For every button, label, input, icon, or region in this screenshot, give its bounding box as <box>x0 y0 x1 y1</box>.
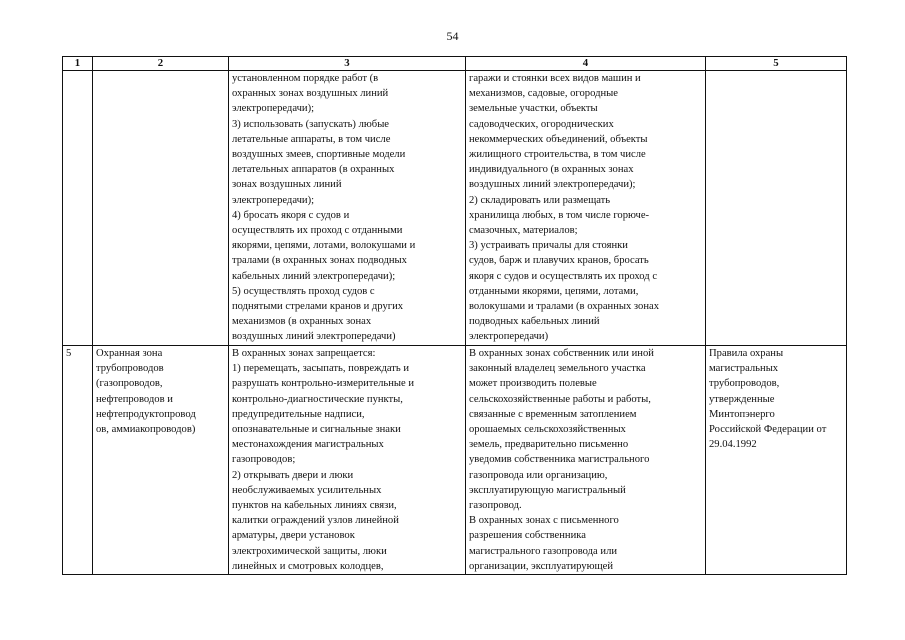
text-line: Охранная зона <box>96 348 163 359</box>
table-row <box>63 346 847 575</box>
header-cell-2: 2 <box>93 57 229 71</box>
text-line: зонах воздушных линий <box>232 179 342 191</box>
regulation-cell <box>706 346 847 575</box>
text-line: судов, барж и плавучих кранов, бросать <box>469 255 649 267</box>
text-line: предупредительные надписи, <box>232 408 365 420</box>
text-line: некоммерческих объединений, объекты <box>469 133 648 145</box>
text-line: нефтепродуктопровод <box>96 408 196 420</box>
text-line: организации, эксплуатирующей <box>469 560 614 572</box>
text-line: осуществлять их проход с отданными <box>232 225 403 237</box>
text-line: электропередачи) <box>469 331 549 343</box>
zone-name-cell <box>93 71 229 346</box>
text-line: В охранных зонах собственник или иной <box>469 348 654 359</box>
text-line: разрушать контрольно-измерительные и <box>232 378 415 390</box>
text-line: контрольно-диагностические пункты, <box>232 393 403 405</box>
text-line: 5 <box>66 348 72 359</box>
text-line: садоводческих, огороднических <box>469 118 614 130</box>
text-line: может производить полевые <box>469 378 597 390</box>
text-line: сельскохозяйственные работы и работы, <box>469 393 651 405</box>
text-line: тралами (в охранных зонах подводных <box>232 255 407 267</box>
text-line: законный владелец земельного участка <box>469 363 646 375</box>
text-line: уведомив собственника магистрального <box>469 454 650 466</box>
text-line: якоря с судов и осуществлять их проход с <box>469 270 658 282</box>
text-line: пунктов на кабельных линиях связи, <box>232 500 397 512</box>
text-line: летательные аппараты, в том числе <box>232 133 391 145</box>
text-line: необслуживаемых усилительных <box>232 484 382 496</box>
table-header-row <box>63 57 847 71</box>
header-cell-1: 1 <box>63 57 93 71</box>
row-number-cell <box>63 346 93 575</box>
restrictions-cell <box>229 346 466 575</box>
text-line: трубопроводов <box>96 363 164 375</box>
text-line: кабельных линий электропередачи); <box>232 270 396 282</box>
text-line: Российской Федерации от <box>709 424 827 436</box>
text-line: подводных кабельных линий <box>469 316 600 328</box>
text-line: электропередачи); <box>232 194 315 206</box>
restrictions-cell <box>229 71 466 346</box>
text-line: смазочных, материалов; <box>469 225 578 237</box>
header-cell-4: 4 <box>466 57 706 71</box>
text-line: 2) открывать двери и люки <box>232 469 354 481</box>
header-cell-5: 5 <box>706 57 847 71</box>
document-table <box>62 56 847 575</box>
text-line: гаражи и стоянки всех видов машин и <box>469 73 641 84</box>
text-line: волокушами и тралами (в охранных зонах <box>469 301 660 313</box>
text-line: 3) использовать (запускать) любые <box>232 118 390 130</box>
text-line: (газопроводов, <box>96 378 163 390</box>
text-line: эксплуатирующую магистральный <box>469 484 626 496</box>
table-row <box>63 71 847 346</box>
text-line: поднятыми стрелами кранов и других <box>232 301 404 313</box>
text-line: земельные участки, объекты <box>469 103 598 115</box>
text-line: утвержденные <box>709 393 775 405</box>
text-line: опознавательные и сигнальные знаки <box>232 424 401 436</box>
text-line: индивидуального (в охранных зонах <box>469 164 634 176</box>
text-line: охранных зонах воздушных линий <box>232 88 389 100</box>
text-line: электропередачи); <box>232 103 315 115</box>
text-line: В охранных зонах запрещается: <box>232 348 376 359</box>
text-line: электрохимической защиты, люки <box>232 545 387 557</box>
text-line: газопровод. <box>469 500 522 512</box>
text-line: 1) перемещать, засыпать, повреждать и <box>232 363 410 375</box>
text-line: 5) осуществлять проход судов с <box>232 285 375 297</box>
text-line: Правила охраны <box>709 348 784 359</box>
text-line: нефтепроводов и <box>96 393 173 405</box>
text-line: отданными якорями, цепями, лотами, <box>469 285 639 297</box>
text-line: воздушных линий электропередачи) <box>232 331 396 343</box>
page-number: 54 <box>446 29 459 43</box>
text-line: 29.04.1992 <box>709 439 757 451</box>
text-line: разрешения собственника <box>469 530 586 542</box>
text-line: газопроводов; <box>232 454 296 466</box>
text-line: 4) бросать якоря с судов и <box>232 209 350 221</box>
regulation-cell <box>706 71 847 346</box>
text-line: 2) складировать или размещать <box>469 194 611 206</box>
permitted-works-cell <box>466 71 706 346</box>
text-line: газопровода или организацию, <box>469 469 608 481</box>
text-line: местонахождения магистральных <box>232 439 384 451</box>
text-line: калитки ограждений узлов линейной <box>232 515 399 527</box>
permitted-works-cell <box>466 346 706 575</box>
text-line: В охранных зонах с письменного <box>469 515 619 527</box>
text-line: линейных и смотровых колодцев, <box>232 560 384 572</box>
text-line: воздушных змеев, спортивные модели <box>232 149 406 161</box>
text-line: арматуры, двери установок <box>232 530 355 542</box>
text-line: механизмов (в охранных зонах <box>232 316 372 328</box>
text-line: магистральных <box>709 363 779 375</box>
text-line: земель, предварительно письменно <box>469 439 629 451</box>
row-number-cell <box>63 71 93 346</box>
text-line: летательных аппаратов (в охранных <box>232 164 395 176</box>
text-line: ов, аммиакопроводов) <box>96 424 196 436</box>
text-line: якорями, цепями, лотами, волокушами и <box>232 240 416 252</box>
text-line: Минтопэнерго <box>709 408 775 420</box>
header-cell-3: 3 <box>229 57 466 71</box>
text-line: трубопроводов, <box>709 378 780 390</box>
text-line: орошаемых сельскохозяйственных <box>469 424 626 436</box>
text-line: 3) устраивать причалы для стоянки <box>469 240 628 252</box>
text-line: воздушных линий электропередачи); <box>469 179 636 191</box>
zone-name-cell <box>93 346 229 575</box>
text-line: установленном порядке работ (в <box>232 73 379 84</box>
text-line: связанные с временным затоплением <box>469 408 637 420</box>
text-line: механизмов, садовые, огородные <box>469 88 618 100</box>
text-line: хранилища любых, в том числе горюче- <box>469 209 650 221</box>
text-line: магистрального газопровода или <box>469 545 618 557</box>
text-line: жилищного строительства, в том числе <box>469 149 646 161</box>
